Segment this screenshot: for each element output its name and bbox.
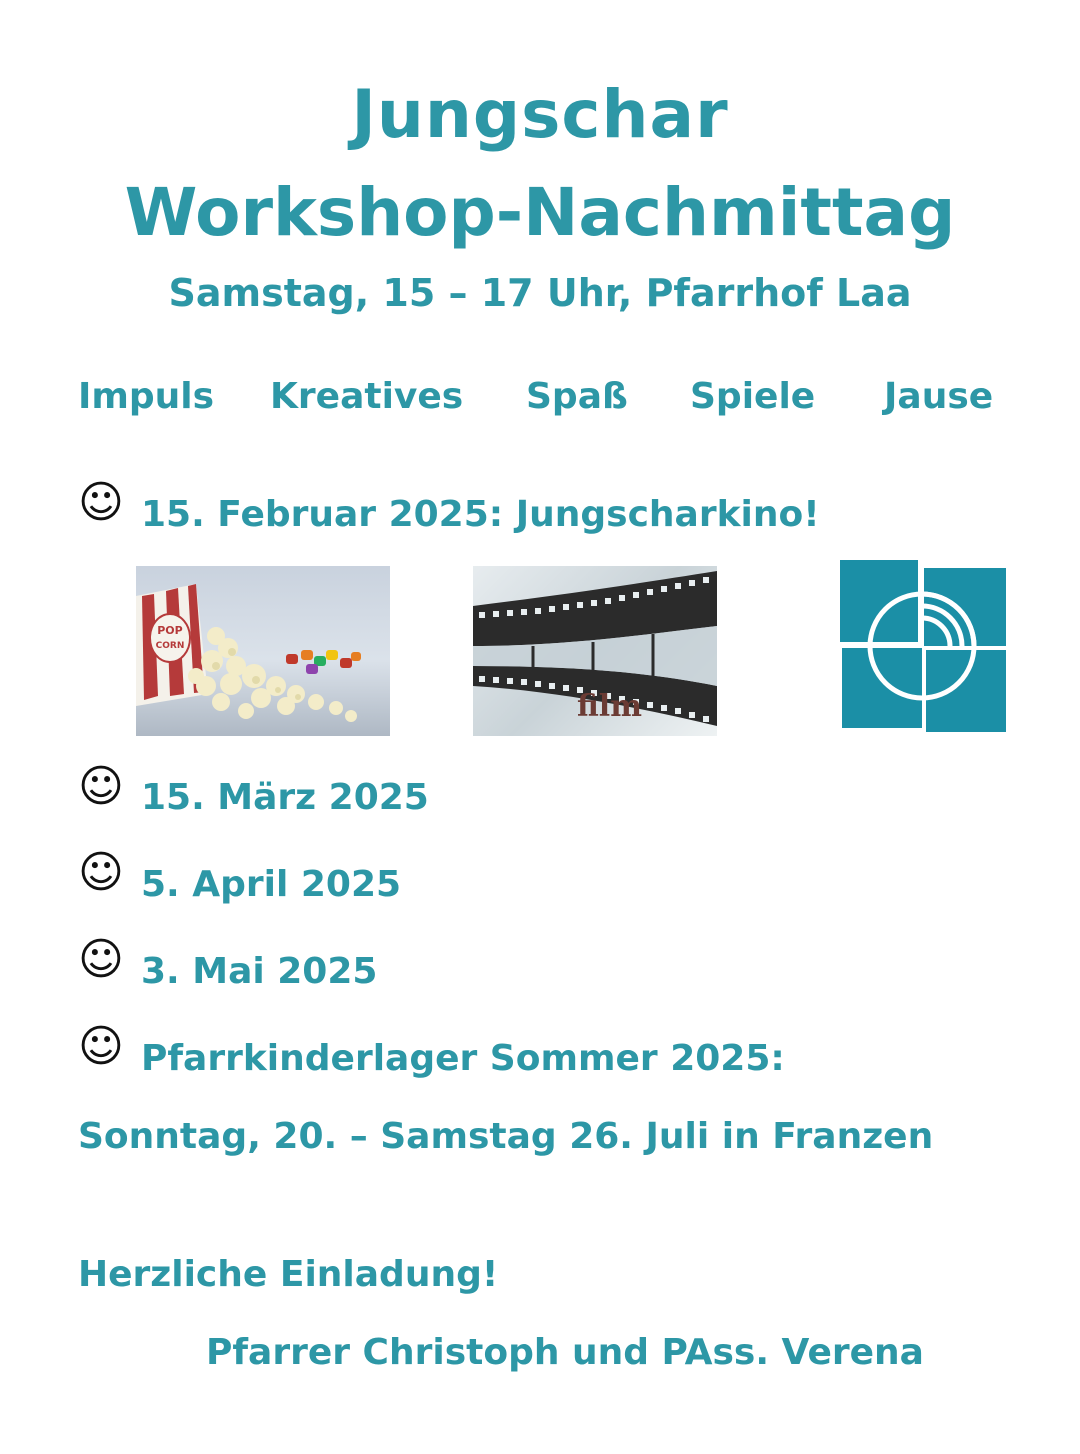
date-item-4: 3. Mai 2025 xyxy=(141,951,378,992)
popcorn-image xyxy=(136,566,390,736)
date-item-2: 15. März 2025 xyxy=(141,777,429,818)
popcorn-box-label-top: POP xyxy=(157,624,183,637)
keyword-spiele: Spiele xyxy=(690,376,816,417)
date-item-1: 15. Februar 2025: Jungscharkino! xyxy=(141,494,820,535)
keyword-spass: Spaß xyxy=(526,376,628,417)
camp-details: Sonntag, 20. – Samstag 26. Juli in Franzen xyxy=(78,1116,934,1157)
film-strip-image xyxy=(473,566,717,736)
smiley-icon: ☺ xyxy=(78,761,124,812)
date-item-5: Pfarrkinderlager Sommer 2025: xyxy=(141,1038,785,1079)
keyword-kreatives: Kreatives xyxy=(270,376,464,417)
parish-logo xyxy=(838,558,1008,734)
smiley-icon: ☺ xyxy=(78,477,124,528)
title-line-2: Workshop-Nachmittag xyxy=(124,174,956,251)
title-line-1: Jungschar xyxy=(351,76,729,153)
smiley-icon: ☺ xyxy=(78,934,124,985)
signature: Pfarrer Christoph und PAss. Verena xyxy=(206,1332,924,1373)
subtitle: Samstag, 15 – 17 Uhr, Pfarrhof Laa xyxy=(168,271,912,315)
smiley-icon: ☺ xyxy=(78,847,124,898)
invitation-text: Herzliche Einladung! xyxy=(78,1254,499,1295)
popcorn-box-label-bottom: CORN xyxy=(155,641,185,651)
film-label: film xyxy=(577,689,642,724)
smiley-icon: ☺ xyxy=(78,1021,124,1072)
date-item-3: 5. April 2025 xyxy=(141,864,402,905)
keyword-impuls: Impuls xyxy=(78,376,215,417)
keyword-jause: Jause xyxy=(884,376,994,417)
